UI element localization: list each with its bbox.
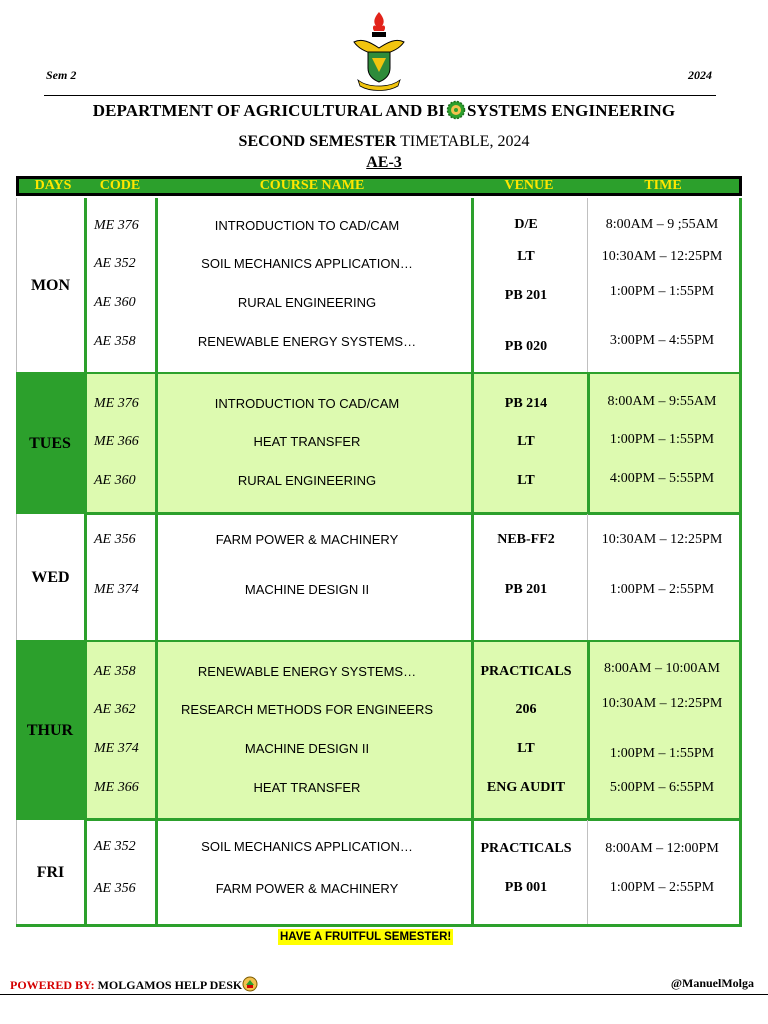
class-code: AE-3 (366, 154, 402, 171)
course-name: FARM POWER & MACHINERY (215, 532, 399, 547)
course-name: RURAL ENGINEERING (237, 473, 377, 488)
day-block (16, 514, 742, 642)
course-name: RENEWABLE ENERGY SYSTEMS… (197, 334, 417, 349)
course-code: AE 352 (94, 256, 136, 271)
course-code: AE 360 (94, 473, 136, 488)
venue: PB 201 (504, 288, 548, 303)
course-code: AE 356 (94, 532, 136, 547)
time: 8:00AM – 9:55AM (607, 394, 717, 409)
table-header-row (16, 176, 742, 196)
column-header-venue: VENUE (504, 178, 554, 193)
department-title-part1: DEPARTMENT OF AGRICULTURAL AND BI (92, 101, 445, 120)
course-name: HEAT TRANSFER (253, 434, 361, 449)
time: 8:00AM – 12:00PM (605, 841, 719, 856)
year-label: 2024 (688, 68, 712, 82)
column-header-code: CODE (99, 178, 141, 193)
day-cell: WED (16, 514, 84, 642)
venue: NEB-FF2 (497, 532, 555, 547)
timetable-subtitle (0, 133, 768, 151)
time: 10:30AM – 12:25PM (601, 249, 723, 264)
column-header-time: TIME (644, 178, 682, 193)
time: 3:00PM – 4:55PM (609, 333, 715, 348)
department-title-part2: SYSTEMS ENGINEERING (466, 101, 676, 120)
venue: PB 001 (504, 880, 548, 895)
footer-divider (0, 994, 768, 995)
course-code: AE 360 (94, 295, 136, 310)
help-desk-logo-icon (242, 976, 258, 992)
course-code: AE 358 (94, 334, 136, 349)
venue: PB 201 (504, 582, 548, 597)
venue: LT (517, 473, 535, 488)
venue: D/E (514, 217, 538, 232)
course-code: ME 366 (94, 780, 139, 795)
course-name: HEAT TRANSFER (253, 780, 361, 795)
column-divider (471, 820, 474, 926)
course-name: INTRODUCTION TO CAD/CAM (214, 218, 400, 233)
time: 1:00PM – 2:55PM (609, 582, 715, 597)
department-title (0, 100, 768, 121)
day-cell: THUR (16, 642, 84, 820)
time: 4:00PM – 5:55PM (609, 471, 715, 486)
venue: PB 020 (504, 339, 548, 354)
course-name: RENEWABLE ENERGY SYSTEMS… (197, 664, 417, 679)
day-block (16, 198, 742, 374)
venue: LT (517, 249, 535, 264)
gear-logo-icon (446, 100, 466, 120)
course-code: AE 352 (94, 839, 136, 854)
course-code: AE 358 (94, 664, 136, 679)
time: 10:30AM – 12:25PM (601, 696, 723, 711)
course-name: INTRODUCTION TO CAD/CAM (214, 396, 400, 411)
course-code: ME 366 (94, 434, 139, 449)
venue: PB 214 (504, 396, 548, 411)
time: 8:00AM – 10:00AM (604, 661, 720, 676)
day-block (16, 374, 742, 514)
time: 1:00PM – 1:55PM (609, 284, 715, 299)
venue: ENG AUDIT (486, 780, 566, 795)
powered-by-name: MOLGAMOS HELP DESK (94, 978, 243, 992)
course-name: SOIL MECHANICS APPLICATION… (201, 256, 413, 271)
course-code: ME 374 (94, 582, 139, 597)
day-cell: FRI (16, 820, 84, 926)
course-name: RURAL ENGINEERING (237, 295, 377, 310)
column-header-days: DAYS (34, 178, 72, 193)
venue: PRACTICALS (480, 664, 572, 679)
column-header-course-name: COURSE NAME (259, 178, 365, 193)
subtitle-rest: TIMETABLE, 2024 (396, 133, 530, 150)
semester-wish-banner: HAVE A FRUITFUL SEMESTER! (280, 931, 452, 943)
day-block (16, 642, 742, 820)
day-rows-panel (84, 820, 742, 926)
venue: PRACTICALS (480, 841, 572, 856)
time: 8:00AM – 9 ;55AM (605, 217, 719, 232)
venue: LT (517, 741, 535, 756)
header-divider (44, 95, 716, 96)
venue: 206 (515, 702, 537, 717)
course-name: MACHINE DESIGN II (244, 582, 370, 597)
university-crest-icon (346, 8, 412, 94)
day-cell: MON (16, 198, 84, 374)
course-code: AE 356 (94, 881, 136, 896)
powered-by-credit (10, 976, 258, 993)
time: 5:00PM – 6:55PM (609, 780, 715, 795)
time: 1:00PM – 1:55PM (609, 432, 715, 447)
course-code: AE 362 (94, 702, 136, 717)
course-code: ME 374 (94, 741, 139, 756)
course-name: SOIL MECHANICS APPLICATION… (201, 839, 413, 854)
author-handle: @ManuelMolga (670, 976, 754, 990)
column-divider (155, 820, 158, 926)
course-code: ME 376 (94, 396, 139, 411)
course-name: RESEARCH METHODS FOR ENGINEERS (180, 702, 434, 717)
day-cell: TUES (16, 374, 84, 514)
semester-label: Sem 2 (46, 68, 77, 82)
column-divider (587, 820, 588, 926)
course-name: MACHINE DESIGN II (244, 741, 370, 756)
time: 10:30AM – 12:25PM (601, 532, 723, 547)
row-separator (16, 924, 742, 927)
time: 1:00PM – 1:55PM (609, 746, 715, 761)
subtitle-bold: SECOND SEMESTER (238, 133, 397, 150)
day-block (16, 820, 742, 926)
course-name: FARM POWER & MACHINERY (215, 881, 399, 896)
powered-by-label: POWERED BY: (10, 978, 95, 992)
course-code: ME 376 (94, 218, 139, 233)
time: 1:00PM – 2:55PM (609, 880, 715, 895)
venue: LT (517, 434, 535, 449)
